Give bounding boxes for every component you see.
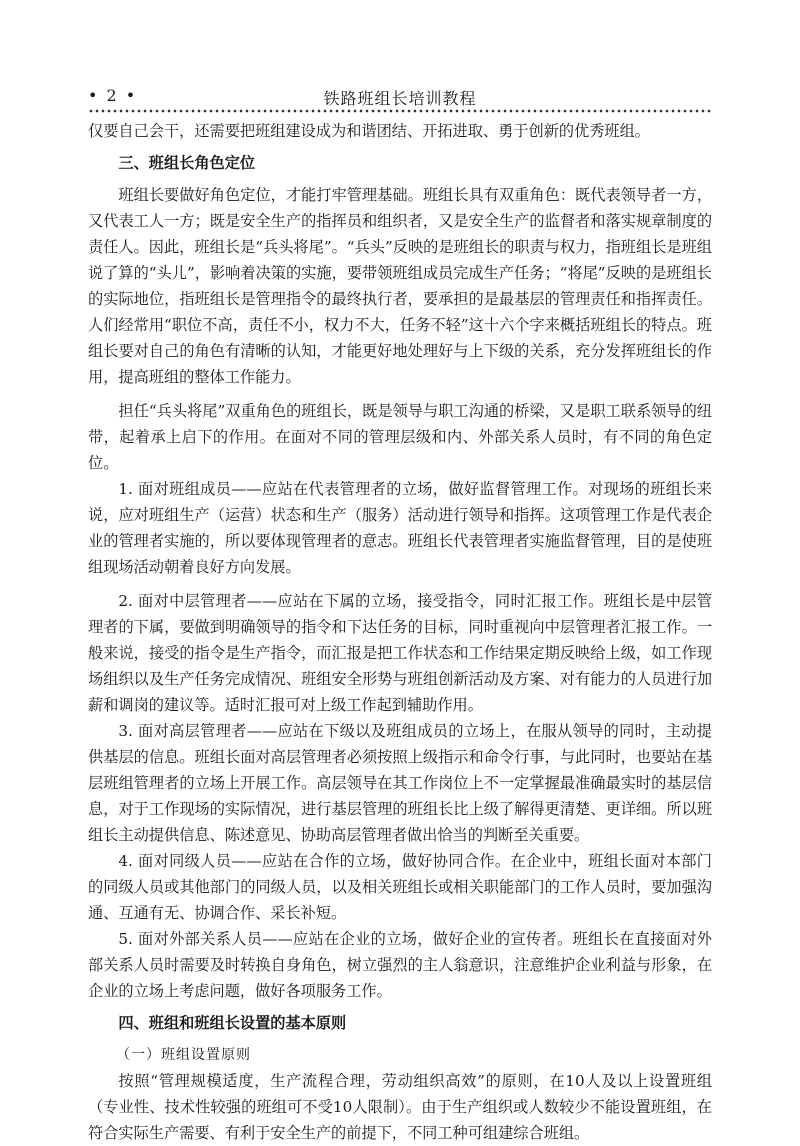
continuation-paragraph: 仅要自己会干，还需要把班组建设成为和谐团结、开拓进取、勇于创新的优秀班组。 xyxy=(88,122,650,140)
list-item: 4. 面对同级人员——应站在合作的立场，做好协同合作。在企业中，班组长面对本部门的同级人员或其他部门的同级人员，以及相关班组长或相关职能部门的工作人员时，要加强沟通、互通有无、协调合作、采长补短。 xyxy=(88,852,712,922)
subsection-heading: （一）班组设置原则 xyxy=(116,1047,251,1063)
list-item: 3. 面对高层管理者——应站在下级以及班组成员的立场上，在服从领导的同时，主动提供基层的信息。班组长面对高层管理者必须按照上级指示和命令行事，与此同时，也要站在基层班组管理者的立场上开展工作。高层领导在其工作岗位上不一定掌握最准确最实时的基层信息，对于工作现场的实际情况，进行基层管理的班组长比上级了解得更清楚、更详细。所以班组长主动提供信息、陈述意见、协助高层管理者做出恰当的判断至关重要。 xyxy=(88,722,712,844)
section-heading-role: 三、班组长角色定位 xyxy=(118,154,256,172)
paragraph: 班组长要做好角色定位，才能打牢管理基础。班组长具有双重角色：既代表领导者一方，又代表工人一方；既是安全生产的指挥员和组织者，又是安全生产的监督者和落实规章制度的责任人。因此，班组长是“兵头将尾”。“兵头”反映的是班组长的职责与权力，指班组长是班组说了算的“头儿”，影响着决策的实施，要带领班组成员完成生产任务；“将尾”反映的是班组长的实际地位，指班组长是管理指令的最终执行者，要承担的是最基层的管理责任和指挥责任。人们经常用“职位不高，责任不小，权力不大，任务不轻”这十六个字来概括班组长的特点。班组长要对自己的角色有清晰的认知，才能更好地处理好与上下级的关系，充分发挥班组长的作用，提高班组的整体工作能力。 xyxy=(88,186,712,386)
page-body xyxy=(88,118,712,1146)
section-heading-principles: 四、班组和班组长设置的基本原则 xyxy=(118,1014,347,1032)
header-dotted-rule xyxy=(88,108,712,114)
paragraph: 按照“管理规模适度，生产流程合理，劳动组织高效”的原则，在10人及以上设置班组（专业性、技术性较强的班组可不受10人限制）。由于生产组织或人数较少不能设置班组，在符合实际生产需要、有利于安全生产的前提下，不同工种可组建综合班组。 xyxy=(88,1072,712,1142)
paragraph: 担任“兵头将尾”双重角色的班组长，既是领导与职工沟通的桥梁，又是职工联系领导的纽带，起着承上启下的作用。在面对不同的管理层级和内、外部关系人员时，有不同的角色定位。 xyxy=(88,402,712,472)
page-number: • 2 • xyxy=(88,86,138,105)
list-item: 1. 面对班组成员——应站在代表管理者的立场，做好监督管理工作。对现场的班组长来说，应对班组生产（运营）状态和生产（服务）活动进行领导和指挥。这项管理工作是代表企业的管理者实施的，所以要体现管理者的意志。班组长代表管理者实施监督管理，目的是使班组现场活动朝着良好方向发展。 xyxy=(88,480,712,576)
list-item: 2. 面对中层管理者——应站在下属的立场，接受指令，同时汇报工作。班组长是中层管理者的下属，要做到明确领导的指令和下达任务的目标，同时重视向中层管理者汇报工作。一般来说，接受的指令是生产指令，而汇报是把工作状态和工作结果定期反映给上级，如工作现场组织以及生产任务完成情况、班组安全形势与班组创新活动及方案、对有能力的人员进行加薪和调岗的建议等。适时汇报可对上级工作起到辅助作用。 xyxy=(88,592,712,714)
running-title: 铁路班组长培训教程 xyxy=(323,89,477,108)
list-item: 5. 面对外部关系人员——应站在企业的立场，做好企业的宣传者。班组长在直接面对外部关系人员时需要及时转换自身角色，树立强烈的主人翁意识，注意维护企业利益与形象，在企业的立场上考虑问题，做好各项服务工作。 xyxy=(88,930,712,1000)
page-header xyxy=(88,84,712,110)
